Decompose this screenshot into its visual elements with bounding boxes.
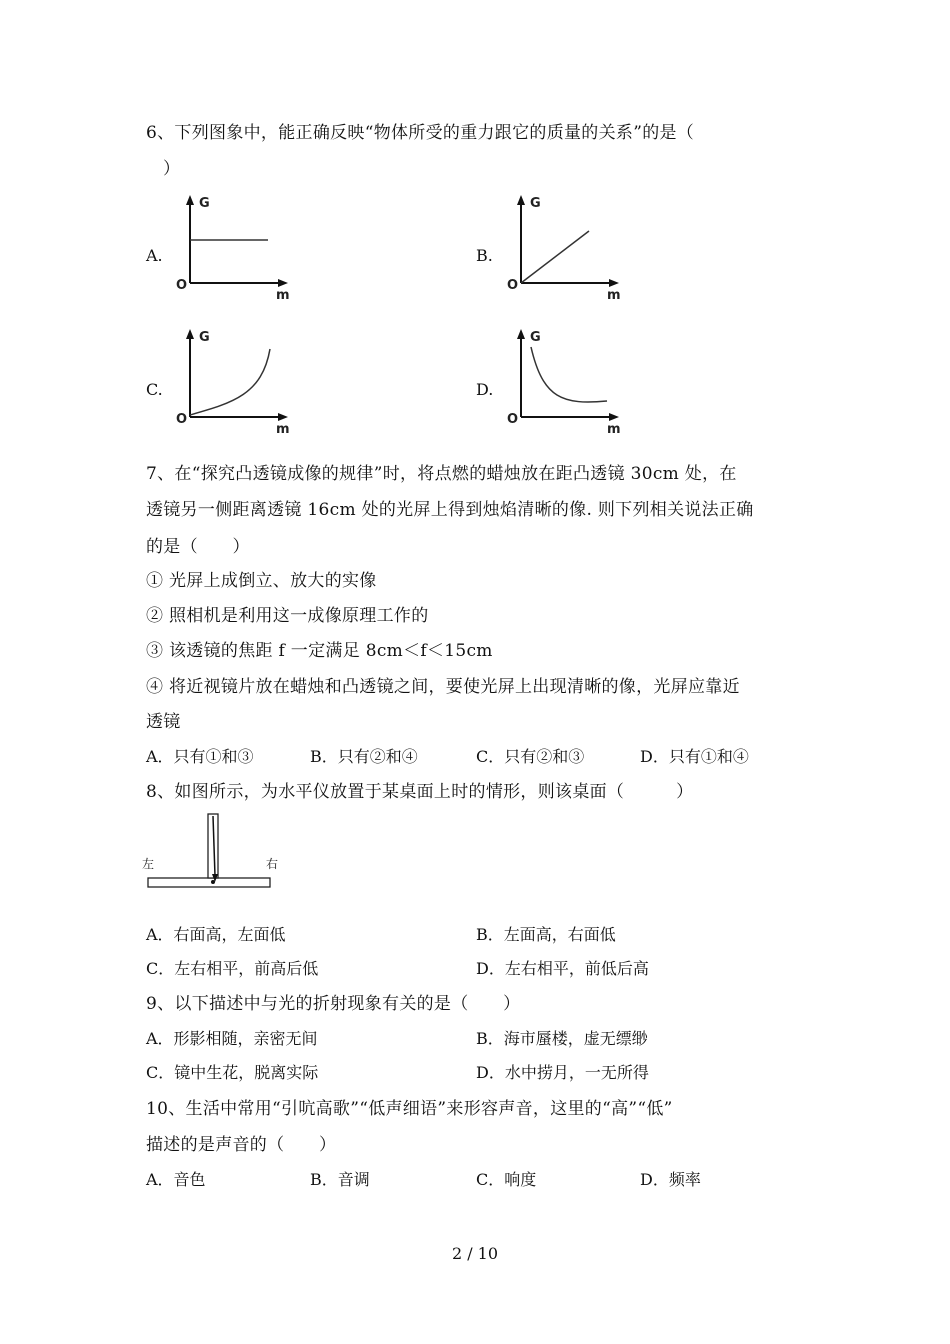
q7-stem-line1: 7、在“探究凸透镜成像的规律”时，将点燃的蜡烛放在距凸透镜 30cm 处，在	[146, 464, 737, 484]
q8-option-b: B．左面高，右面低	[476, 925, 616, 944]
graph-b	[503, 193, 633, 307]
q9-option-b: B．海市蜃楼，虚无缥缈	[476, 1029, 648, 1048]
graph-a-m-label: m	[276, 288, 290, 303]
q10-option-c: C．响度	[476, 1170, 537, 1189]
q8-option-c: C．左右相平，前高后低	[146, 959, 319, 978]
graph-b-m-label: m	[607, 288, 621, 303]
graph-d-origin: O	[507, 412, 519, 427]
graph-d-curve	[531, 347, 607, 402]
graph-c-curve	[190, 349, 270, 415]
graph-d	[503, 327, 633, 441]
level-left-label: 左	[142, 857, 155, 871]
q7-statement-4-cont: 透镜	[146, 712, 181, 732]
q8-stem: 8、如图所示，为水平仪放置于某桌面上时的情形，则该桌面（ ）	[146, 782, 694, 802]
page-number: 2 / 10	[451, 1244, 499, 1263]
q8-option-d: D．左右相平，前低后高	[476, 959, 649, 978]
q10-stem-line2: 描述的是声音的（ ）	[146, 1135, 337, 1155]
graph-c-g-label: G	[199, 330, 210, 345]
q9-option-d: D．水中捞月，一无所得	[476, 1063, 649, 1082]
level-right-label: 右	[266, 857, 279, 871]
q7-statement-3: ③ 该透镜的焦距 f 一定满足 8cm＜f＜15cm	[146, 641, 493, 661]
q10-option-d: D．频率	[640, 1170, 701, 1189]
q7-option-c: C．只有②和③	[476, 747, 585, 766]
q6-option-c-label: C.	[146, 380, 163, 399]
q7-option-d: D．只有①和④	[640, 747, 749, 766]
q6-option-d-label: D.	[476, 380, 494, 399]
table-top	[148, 878, 270, 887]
graph-b-curve	[521, 231, 589, 283]
graph-c-m-label: m	[276, 422, 290, 437]
q6-option-a-label: A.	[146, 246, 163, 265]
graph-b-origin: O	[507, 278, 519, 293]
q9-option-c: C．镜中生花，脱离实际	[146, 1063, 319, 1082]
graph-b-g-label: G	[530, 196, 541, 211]
q7-stem-line2: 透镜另一侧距离透镜 16cm 处的光屏上得到烛焰清晰的像. 则下列相关说法正确	[146, 500, 754, 520]
q6-stem-line1: 6、下列图象中，能正确反映“物体所受的重力跟它的质量的关系”的是（	[146, 123, 695, 143]
graph-c	[172, 327, 302, 441]
q10-option-b: B．音调	[310, 1170, 370, 1189]
graph-d-m-label: m	[607, 422, 621, 437]
q9-stem: 9、以下描述中与光的折射现象有关的是（ ）	[146, 994, 521, 1014]
level-figure	[140, 812, 285, 898]
graph-c-origin: O	[176, 412, 188, 427]
graph-a	[172, 193, 302, 307]
q7-stem-line3: 的是（ ）	[146, 537, 250, 557]
q9-option-a: A．形影相随，亲密无间	[146, 1029, 318, 1048]
q7-statement-2: ② 照相机是利用这一成像原理工作的	[146, 606, 429, 626]
q7-option-a: A．只有①和③	[146, 747, 254, 766]
q6-option-b-label: B.	[476, 246, 493, 265]
q8-option-a: A．右面高，左面低	[146, 925, 286, 944]
q6-stem-line2: ）	[163, 159, 181, 179]
graph-a-origin: O	[176, 278, 188, 293]
graph-a-g-label: G	[199, 196, 210, 211]
q7-option-b: B．只有②和④	[310, 747, 418, 766]
q10-stem-line1: 10、生活中常用“引吭高歌”“低声细语”来形容声音，这里的“高”“低”	[146, 1099, 673, 1119]
q7-statement-1: ① 光屏上成倒立、放大的实像	[146, 571, 377, 591]
graph-d-g-label: G	[530, 330, 541, 345]
q7-statement-4: ④ 将近视镜片放在蜡烛和凸透镜之间，要使光屏上出现清晰的像，光屏应靠近	[146, 677, 740, 697]
q10-option-a: A．音色	[146, 1170, 206, 1189]
